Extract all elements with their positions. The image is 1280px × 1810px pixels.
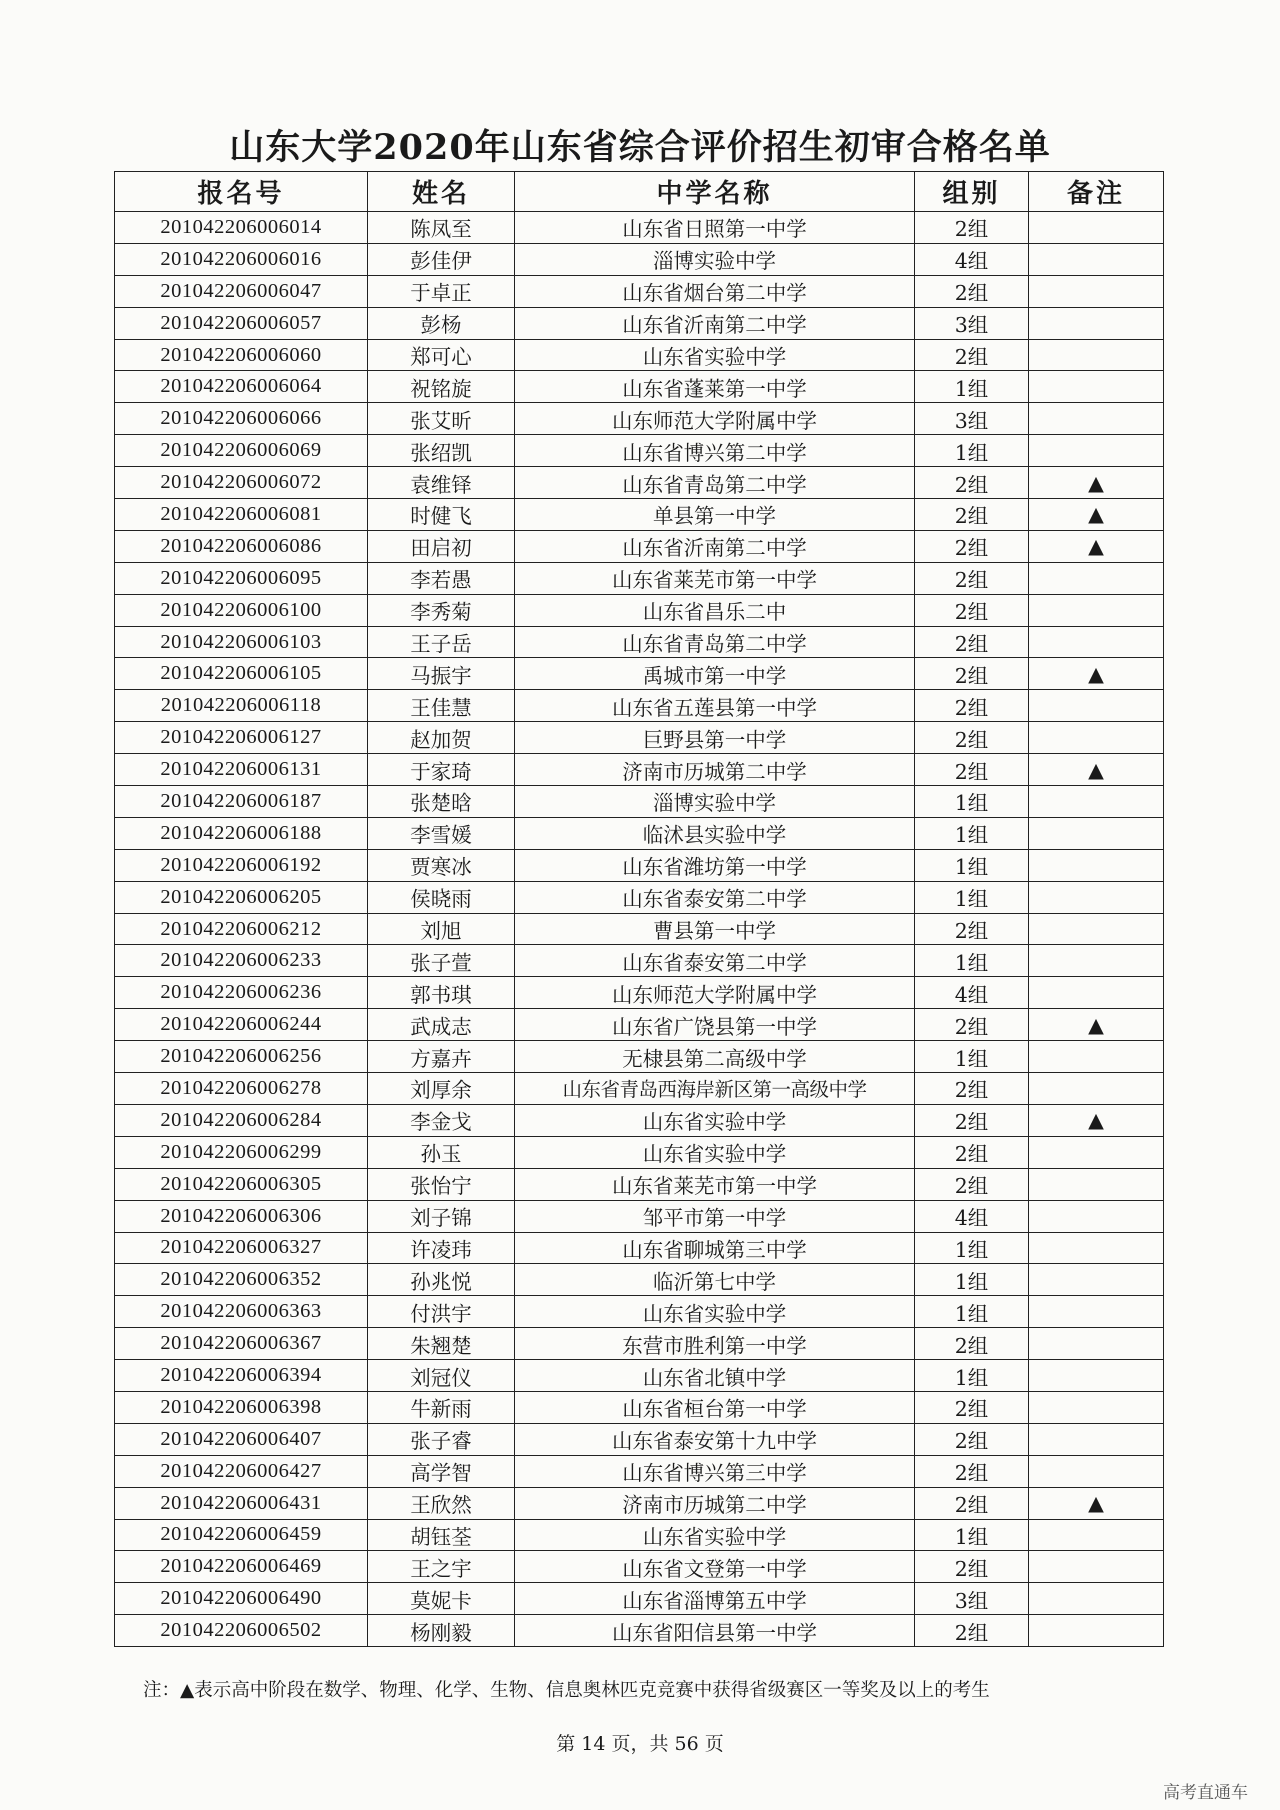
cell-registration-no: 201042206006095: [115, 562, 368, 594]
table-row: [115, 913, 1164, 945]
admission-list-table: [114, 171, 1164, 1647]
cell-group: 2组: [915, 1104, 1029, 1136]
cell-name: 王子岳: [368, 626, 515, 658]
cell-name: 孙兆悦: [368, 1264, 515, 1296]
cell-name: 郑可心: [368, 339, 515, 371]
cell-school: 山东省泰安第二中学: [515, 881, 915, 913]
cell-remark: ▲: [1029, 1487, 1164, 1519]
cell-group: 2组: [915, 339, 1029, 371]
cell-registration-no: 201042206006299: [115, 1136, 368, 1168]
cell-school: 山东省实验中学: [515, 1104, 915, 1136]
cell-group: 2组: [915, 275, 1029, 307]
cell-remark: [1029, 594, 1164, 626]
cell-registration-no: 201042206006394: [115, 1360, 368, 1392]
cell-name: 付洪宇: [368, 1296, 515, 1328]
cell-registration-no: 201042206006016: [115, 243, 368, 275]
cell-name: 杨刚毅: [368, 1615, 515, 1647]
table-row: [115, 1487, 1164, 1519]
cell-name: 方嘉卉: [368, 1041, 515, 1073]
table-row: [115, 275, 1164, 307]
cell-school: 山东省五莲县第一中学: [515, 690, 915, 722]
cell-remark: [1029, 690, 1164, 722]
cell-school: 曹县第一中学: [515, 913, 915, 945]
cell-registration-no: 201042206006014: [115, 212, 368, 244]
cell-registration-no: 201042206006060: [115, 339, 368, 371]
cell-school: 山东省实验中学: [515, 339, 915, 371]
cell-group: 2组: [915, 499, 1029, 531]
cell-name: 刘子锦: [368, 1200, 515, 1232]
cell-group: 1组: [915, 1519, 1029, 1551]
table-row: [115, 339, 1164, 371]
cell-registration-no: 201042206006352: [115, 1264, 368, 1296]
cell-remark: [1029, 403, 1164, 435]
cell-remark: ▲: [1029, 658, 1164, 690]
cell-registration-no: 201042206006064: [115, 371, 368, 403]
cell-group: 2组: [915, 1073, 1029, 1105]
table-row: [115, 1551, 1164, 1583]
table-row: [115, 1041, 1164, 1073]
cell-remark: [1029, 371, 1164, 403]
cell-remark: [1029, 1168, 1164, 1200]
cell-school: 山东省莱芜市第一中学: [515, 562, 915, 594]
cell-name: 田启初: [368, 530, 515, 562]
table-row: [115, 212, 1164, 244]
table-row: [115, 626, 1164, 658]
cell-school: 山东师范大学附属中学: [515, 403, 915, 435]
table-row: [115, 1583, 1164, 1615]
cell-group: 4组: [915, 977, 1029, 1009]
cell-remark: [1029, 1264, 1164, 1296]
cell-group: 2组: [915, 594, 1029, 626]
cell-group: 2组: [915, 562, 1029, 594]
cell-name: 孙玉: [368, 1136, 515, 1168]
cell-name: 祝铭旋: [368, 371, 515, 403]
cell-registration-no: 201042206006057: [115, 307, 368, 339]
table-row: [115, 690, 1164, 722]
cell-registration-no: 201042206006188: [115, 817, 368, 849]
cell-name: 于卓正: [368, 275, 515, 307]
table-row: [115, 1200, 1164, 1232]
cell-remark: [1029, 1455, 1164, 1487]
table-header-row: [115, 172, 1164, 212]
table-row: [115, 849, 1164, 881]
header-remark: 备注: [1029, 172, 1164, 212]
cell-name: 侯晓雨: [368, 881, 515, 913]
cell-group: 2组: [915, 626, 1029, 658]
cell-name: 李金戈: [368, 1104, 515, 1136]
table-row: [115, 1423, 1164, 1455]
cell-school: 山东省青岛第二中学: [515, 626, 915, 658]
cell-school: 山东省广饶县第一中学: [515, 1009, 915, 1041]
cell-registration-no: 201042206006502: [115, 1615, 368, 1647]
table-row: [115, 1264, 1164, 1296]
cell-name: 于家琦: [368, 754, 515, 786]
cell-registration-no: 201042206006431: [115, 1487, 368, 1519]
cell-name: 李若愚: [368, 562, 515, 594]
table-row: [115, 403, 1164, 435]
table-row: [115, 754, 1164, 786]
header-school: 中学名称: [515, 172, 915, 212]
cell-remark: ▲: [1029, 754, 1164, 786]
cell-school: 山东省昌乐二中: [515, 594, 915, 626]
cell-registration-no: 201042206006187: [115, 786, 368, 818]
cell-group: 1组: [915, 817, 1029, 849]
cell-remark: [1029, 1391, 1164, 1423]
cell-school: 山东省实验中学: [515, 1136, 915, 1168]
cell-registration-no: 201042206006256: [115, 1041, 368, 1073]
cell-school: 单县第一中学: [515, 499, 915, 531]
cell-group: 1组: [915, 1264, 1029, 1296]
table-row: [115, 1328, 1164, 1360]
header-group: 组别: [915, 172, 1029, 212]
cell-school: 山东省泰安第二中学: [515, 945, 915, 977]
cell-group: 2组: [915, 1455, 1029, 1487]
cell-remark: [1029, 243, 1164, 275]
cell-registration-no: 201042206006367: [115, 1328, 368, 1360]
cell-registration-no: 201042206006105: [115, 658, 368, 690]
cell-registration-no: 201042206006244: [115, 1009, 368, 1041]
cell-name: 李秀菊: [368, 594, 515, 626]
cell-group: 1组: [915, 786, 1029, 818]
cell-school: 山东省潍坊第一中学: [515, 849, 915, 881]
cell-group: 2组: [915, 467, 1029, 499]
cell-school: 山东省烟台第二中学: [515, 275, 915, 307]
table-row: [115, 1455, 1164, 1487]
cell-school: 临沂第七中学: [515, 1264, 915, 1296]
cell-remark: [1029, 1073, 1164, 1105]
cell-remark: [1029, 1360, 1164, 1392]
cell-remark: ▲: [1029, 467, 1164, 499]
table-row: [115, 371, 1164, 403]
table-row: [115, 1168, 1164, 1200]
cell-school: 山东省沂南第二中学: [515, 530, 915, 562]
cell-group: 2组: [915, 1328, 1029, 1360]
table-row: [115, 1136, 1164, 1168]
cell-registration-no: 201042206006327: [115, 1232, 368, 1264]
cell-group: 2组: [915, 1168, 1029, 1200]
cell-remark: [1029, 1551, 1164, 1583]
table-row: [115, 977, 1164, 1009]
cell-remark: ▲: [1029, 1009, 1164, 1041]
cell-name: 胡钰荃: [368, 1519, 515, 1551]
cell-school: 东营市胜利第一中学: [515, 1328, 915, 1360]
cell-name: 武成志: [368, 1009, 515, 1041]
table-row: [115, 945, 1164, 977]
cell-group: 1组: [915, 881, 1029, 913]
cell-registration-no: 201042206006066: [115, 403, 368, 435]
page-title: 山东大学2020年山东省综合评价招生初审合格名单: [229, 127, 1051, 168]
table-row: [115, 817, 1164, 849]
cell-name: 彭杨: [368, 307, 515, 339]
table-row: [115, 1232, 1164, 1264]
cell-registration-no: 201042206006490: [115, 1583, 368, 1615]
cell-registration-no: 201042206006305: [115, 1168, 368, 1200]
cell-group: 2组: [915, 913, 1029, 945]
cell-name: 马振宇: [368, 658, 515, 690]
cell-name: 张怡宁: [368, 1168, 515, 1200]
cell-remark: [1029, 786, 1164, 818]
cell-registration-no: 201042206006236: [115, 977, 368, 1009]
cell-group: 2组: [915, 722, 1029, 754]
cell-name: 张艾昕: [368, 403, 515, 435]
cell-group: 2组: [915, 530, 1029, 562]
cell-school: 山东省实验中学: [515, 1519, 915, 1551]
cell-group: 2组: [915, 1136, 1029, 1168]
header-registration-no: 报名号: [115, 172, 368, 212]
cell-registration-no: 201042206006212: [115, 913, 368, 945]
cell-name: 张绍凯: [368, 435, 515, 467]
cell-registration-no: 201042206006278: [115, 1073, 368, 1105]
cell-name: 张子睿: [368, 1423, 515, 1455]
cell-school: 淄博实验中学: [515, 786, 915, 818]
cell-school: 无棣县第二高级中学: [515, 1041, 915, 1073]
cell-group: 2组: [915, 754, 1029, 786]
cell-remark: [1029, 1328, 1164, 1360]
cell-name: 高学智: [368, 1455, 515, 1487]
table-row: [115, 530, 1164, 562]
table-row: [115, 1360, 1164, 1392]
cell-remark: [1029, 881, 1164, 913]
cell-remark: [1029, 722, 1164, 754]
cell-group: 4组: [915, 243, 1029, 275]
table-row: [115, 307, 1164, 339]
cell-registration-no: 201042206006081: [115, 499, 368, 531]
cell-school: 禹城市第一中学: [515, 658, 915, 690]
cell-group: 3组: [915, 403, 1029, 435]
cell-name: 刘冠仪: [368, 1360, 515, 1392]
table-row: [115, 1104, 1164, 1136]
cell-school: 山东省北镇中学: [515, 1360, 915, 1392]
cell-name: 李雪媛: [368, 817, 515, 849]
cell-remark: [1029, 275, 1164, 307]
cell-remark: [1029, 817, 1164, 849]
cell-remark: ▲: [1029, 1104, 1164, 1136]
cell-group: 4组: [915, 1200, 1029, 1232]
table-row: [115, 243, 1164, 275]
cell-group: 1组: [915, 945, 1029, 977]
cell-registration-no: 201042206006131: [115, 754, 368, 786]
cell-group: 2组: [915, 1423, 1029, 1455]
cell-registration-no: 201042206006118: [115, 690, 368, 722]
cell-school: 山东师范大学附属中学: [515, 977, 915, 1009]
cell-name: 许凌玮: [368, 1232, 515, 1264]
cell-remark: [1029, 913, 1164, 945]
cell-registration-no: 201042206006427: [115, 1455, 368, 1487]
cell-remark: [1029, 339, 1164, 371]
cell-registration-no: 201042206006407: [115, 1423, 368, 1455]
table-row: [115, 435, 1164, 467]
cell-group: 2组: [915, 1391, 1029, 1423]
cell-name: 朱翘楚: [368, 1328, 515, 1360]
cell-registration-no: 201042206006127: [115, 722, 368, 754]
cell-school: 山东省阳信县第一中学: [515, 1615, 915, 1647]
watermark: 高考直通车: [1163, 1783, 1248, 1803]
cell-registration-no: 201042206006284: [115, 1104, 368, 1136]
cell-remark: [1029, 1423, 1164, 1455]
cell-remark: [1029, 1583, 1164, 1615]
cell-remark: ▲: [1029, 499, 1164, 531]
table-row: [115, 786, 1164, 818]
cell-registration-no: 201042206006363: [115, 1296, 368, 1328]
cell-group: 1组: [915, 371, 1029, 403]
cell-group: 2组: [915, 658, 1029, 690]
cell-group: 1组: [915, 435, 1029, 467]
cell-remark: [1029, 307, 1164, 339]
table-row: [115, 1296, 1164, 1328]
cell-remark: [1029, 212, 1164, 244]
cell-school: 山东省聊城第三中学: [515, 1232, 915, 1264]
cell-remark: ▲: [1029, 530, 1164, 562]
cell-group: 1组: [915, 849, 1029, 881]
cell-group: 3组: [915, 307, 1029, 339]
cell-school: 山东省沂南第二中学: [515, 307, 915, 339]
cell-school: 山东省泰安第十九中学: [515, 1423, 915, 1455]
cell-remark: [1029, 1041, 1164, 1073]
footnote: 注：▲表示高中阶段在数学、物理、化学、生物、信息奥林匹克竞赛中获得省级赛区一等奖及以上的考生: [143, 1680, 990, 1701]
table-row: [115, 594, 1164, 626]
cell-group: 3组: [915, 1583, 1029, 1615]
table-row: [115, 881, 1164, 913]
cell-group: 2组: [915, 1551, 1029, 1583]
cell-school: 山东省青岛西海岸新区第一高级中学: [515, 1073, 915, 1105]
cell-school: 山东省文登第一中学: [515, 1551, 915, 1583]
cell-registration-no: 201042206006233: [115, 945, 368, 977]
cell-remark: [1029, 626, 1164, 658]
cell-group: 2组: [915, 1487, 1029, 1519]
cell-remark: [1029, 945, 1164, 977]
table-row: [115, 1391, 1164, 1423]
cell-group: 2组: [915, 1009, 1029, 1041]
cell-school: 山东省桓台第一中学: [515, 1391, 915, 1423]
cell-remark: [1029, 1136, 1164, 1168]
cell-group: 1组: [915, 1296, 1029, 1328]
cell-school: 山东省淄博第五中学: [515, 1583, 915, 1615]
cell-name: 刘旭: [368, 913, 515, 945]
cell-registration-no: 201042206006469: [115, 1551, 368, 1583]
cell-name: 王之宇: [368, 1551, 515, 1583]
cell-registration-no: 201042206006205: [115, 881, 368, 913]
cell-name: 张子萱: [368, 945, 515, 977]
cell-registration-no: 201042206006192: [115, 849, 368, 881]
header-name: 姓名: [368, 172, 515, 212]
cell-registration-no: 201042206006069: [115, 435, 368, 467]
cell-registration-no: 201042206006103: [115, 626, 368, 658]
cell-school: 山东省日照第一中学: [515, 212, 915, 244]
cell-school: 巨野县第一中学: [515, 722, 915, 754]
table-row: [115, 1073, 1164, 1105]
cell-group: 1组: [915, 1041, 1029, 1073]
page-number: 第 14 页，共 56 页: [556, 1733, 724, 1755]
cell-registration-no: 201042206006072: [115, 467, 368, 499]
cell-name: 张楚晗: [368, 786, 515, 818]
table-row: [115, 1009, 1164, 1041]
cell-group: 2组: [915, 1615, 1029, 1647]
cell-name: 彭佳伊: [368, 243, 515, 275]
cell-registration-no: 201042206006100: [115, 594, 368, 626]
cell-school: 济南市历城第二中学: [515, 754, 915, 786]
cell-school: 临沭县实验中学: [515, 817, 915, 849]
cell-school: 山东省莱芜市第一中学: [515, 1168, 915, 1200]
cell-school: 淄博实验中学: [515, 243, 915, 275]
cell-remark: [1029, 1296, 1164, 1328]
table-row: [115, 1519, 1164, 1551]
cell-school: 山东省实验中学: [515, 1296, 915, 1328]
cell-school: 济南市历城第二中学: [515, 1487, 915, 1519]
cell-name: 刘厚余: [368, 1073, 515, 1105]
cell-name: 郭书琪: [368, 977, 515, 1009]
cell-name: 时健飞: [368, 499, 515, 531]
cell-remark: [1029, 1200, 1164, 1232]
cell-name: 赵加贺: [368, 722, 515, 754]
table-row: [115, 1615, 1164, 1647]
cell-school: 山东省博兴第三中学: [515, 1455, 915, 1487]
cell-group: 1组: [915, 1232, 1029, 1264]
cell-name: 王佳慧: [368, 690, 515, 722]
cell-name: 莫妮卡: [368, 1583, 515, 1615]
table-row: [115, 658, 1164, 690]
cell-group: 2组: [915, 212, 1029, 244]
cell-school: 山东省青岛第二中学: [515, 467, 915, 499]
cell-group: 2组: [915, 690, 1029, 722]
table-row: [115, 499, 1164, 531]
cell-registration-no: 201042206006047: [115, 275, 368, 307]
cell-name: 陈凤至: [368, 212, 515, 244]
cell-remark: [1029, 1232, 1164, 1264]
cell-registration-no: 201042206006306: [115, 1200, 368, 1232]
cell-name: 贾寒冰: [368, 849, 515, 881]
cell-remark: [1029, 977, 1164, 1009]
table-body: [115, 212, 1164, 1647]
cell-registration-no: 201042206006459: [115, 1519, 368, 1551]
cell-registration-no: 201042206006086: [115, 530, 368, 562]
cell-registration-no: 201042206006398: [115, 1391, 368, 1423]
cell-remark: [1029, 435, 1164, 467]
cell-remark: [1029, 562, 1164, 594]
cell-name: 袁维铎: [368, 467, 515, 499]
cell-name: 王欣然: [368, 1487, 515, 1519]
cell-school: 邹平市第一中学: [515, 1200, 915, 1232]
cell-school: 山东省博兴第二中学: [515, 435, 915, 467]
cell-remark: [1029, 1519, 1164, 1551]
cell-school: 山东省蓬莱第一中学: [515, 371, 915, 403]
cell-remark: [1029, 1615, 1164, 1647]
cell-name: 牛新雨: [368, 1391, 515, 1423]
cell-group: 1组: [915, 1360, 1029, 1392]
table-row: [115, 467, 1164, 499]
cell-remark: [1029, 849, 1164, 881]
table-row: [115, 722, 1164, 754]
table-row: [115, 562, 1164, 594]
